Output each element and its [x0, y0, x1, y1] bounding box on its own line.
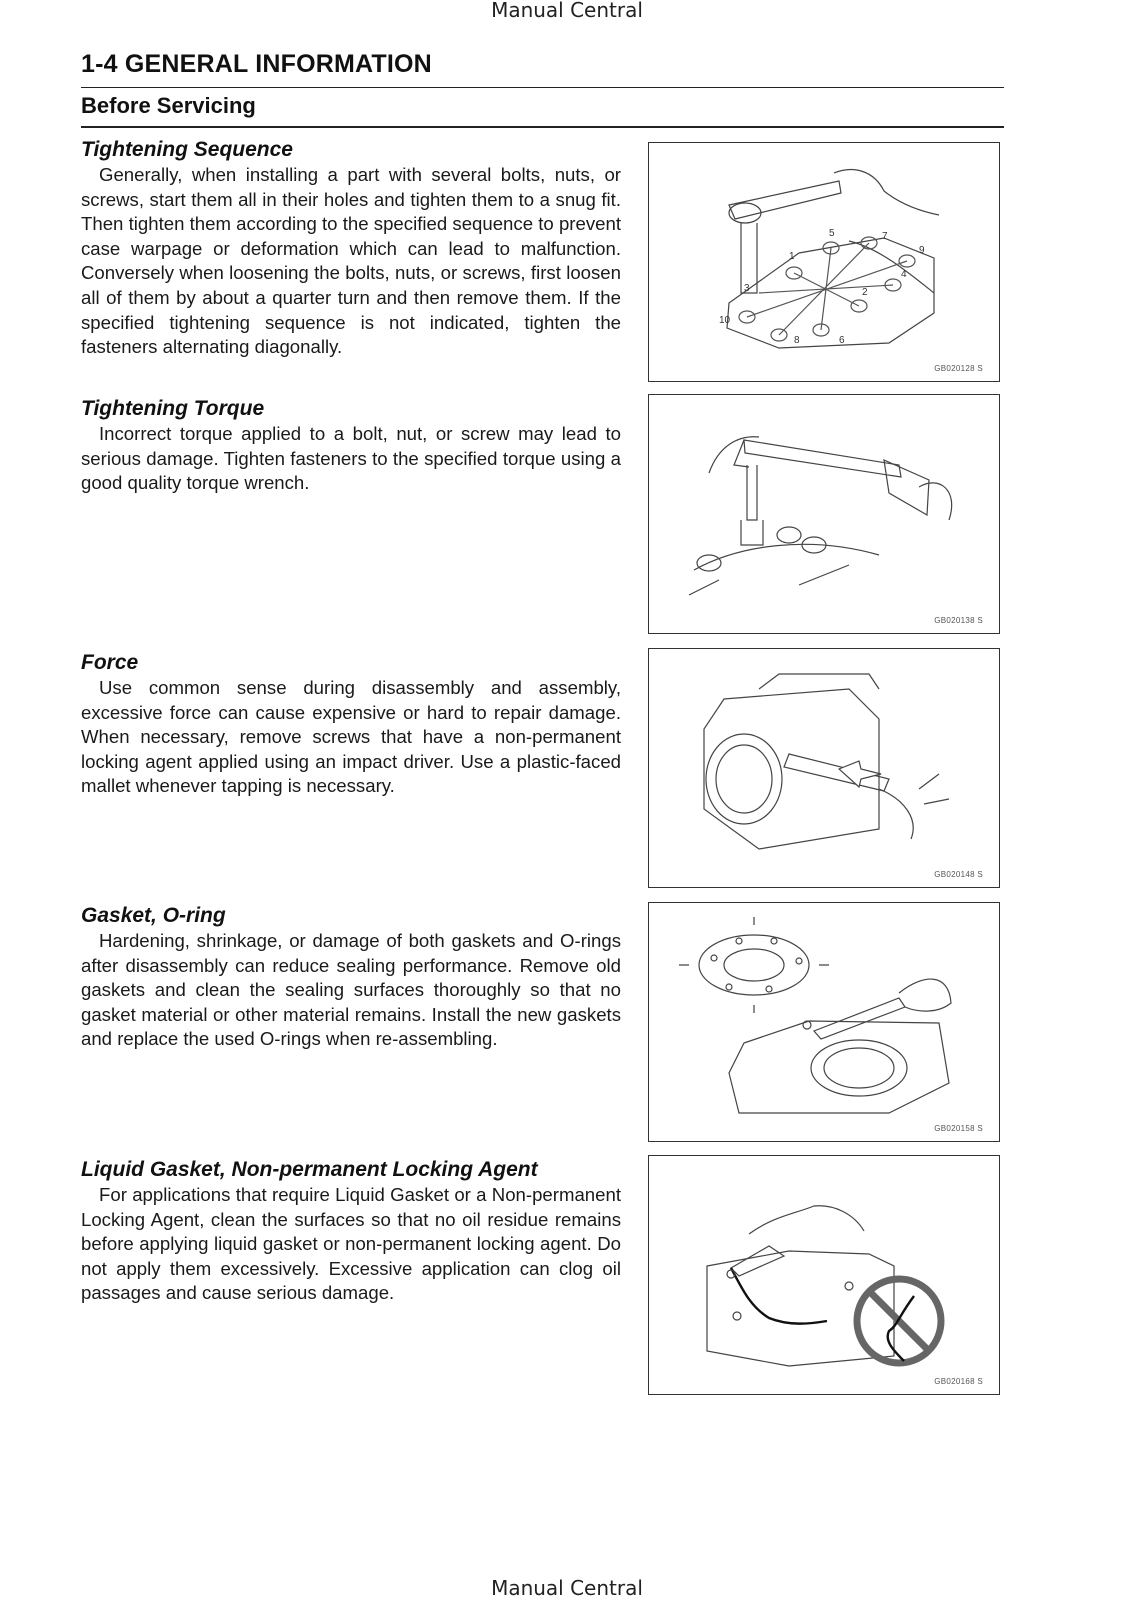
- liquid-gasket-application-icon: [649, 1156, 1001, 1396]
- block-body: Use common sense during disassembly and assembly, excessive force can cause expensive or hard to repair damage. When necessary, remove screws that have a non-permanent locking agent applied using an impact driver. Use a plastic-faced mallet whenever tapping is necessary.: [81, 677, 621, 797]
- section-liquid-gasket: [81, 1157, 621, 1306]
- svg-text:7: 7: [882, 231, 888, 242]
- svg-text:8: 8: [794, 335, 800, 346]
- chapter-title: 1-4 GENERAL INFORMATION: [81, 50, 432, 78]
- figure-code: GB020138 S: [934, 616, 983, 625]
- block-heading: Liquid Gasket, Non-permanent Locking Agent: [81, 1158, 538, 1181]
- svg-text:4: 4: [901, 269, 907, 280]
- figure-code: GB020128 S: [934, 364, 983, 373]
- svg-text:3: 3: [744, 283, 750, 294]
- block-body: Hardening, shrinkage, or damage of both gaskets and O-rings after disassembly can reduce sealing performance. Remove old gaskets and clean the sealing surfaces thoroughly so that no gasket material or other material remains. Install the new gaskets and replace the used O-rings when re-assembling.: [81, 930, 621, 1050]
- svg-text:6: 6: [839, 335, 845, 346]
- figure-gasket-o-ring: [648, 902, 1000, 1142]
- svg-text:9: 9: [919, 245, 925, 256]
- section-force: [81, 650, 621, 799]
- svg-text:5: 5: [829, 228, 835, 239]
- section-title: Before Servicing: [81, 93, 256, 118]
- gasket-scraping-icon: [649, 903, 1001, 1143]
- figure-code: GB020158 S: [934, 1124, 983, 1133]
- svg-text:2: 2: [862, 287, 868, 298]
- torque-wrench-icon: [649, 395, 1001, 635]
- impact-driver-icon: [649, 649, 1001, 889]
- divider: [81, 126, 1004, 128]
- figure-force: [648, 648, 1000, 888]
- figure-tightening-sequence: [648, 142, 1000, 382]
- watermark-bottom: Manual Central: [491, 1576, 643, 1600]
- block-heading: Force: [81, 651, 139, 674]
- section-tightening-torque: [81, 396, 621, 496]
- block-body: Incorrect torque applied to a bolt, nut, or screw may lead to serious damage. Tighten fasteners to the specified torque using a good quality torque wrench.: [81, 423, 621, 494]
- watermark-top: Manual Central: [491, 0, 643, 22]
- bolt-tightening-sequence-icon: [649, 143, 1001, 383]
- svg-text:10: 10: [719, 315, 731, 326]
- figure-tightening-torque: [648, 394, 1000, 634]
- figure-code: GB020168 S: [934, 1377, 983, 1386]
- section-tightening-sequence: [81, 137, 621, 360]
- divider: [81, 87, 1004, 88]
- figure-code: GB020148 S: [934, 870, 983, 879]
- block-body: Generally, when installing a part with several bolts, nuts, or screws, start them all in their holes and tighten them to a snug fit. Then tighten them according to the specified sequence to prevent case warpage or deformation which can lead to malfunction. Conversely when loosening the bolts, nuts, or screws, first loosen all of them by about a quarter turn and then remove them. If the specified tightening sequence is not indicated, tighten the fasteners alternating diagonally.: [81, 164, 621, 358]
- block-heading: Tightening Sequence: [81, 138, 293, 161]
- block-body: For applications that require Liquid Gasket or a Non-permanent Locking Agent, clean the surfaces so that no oil residue remains before applying liquid gasket or non-permanent locking agent. Do not apply them excessively. Excessive application can clog oil passages and cause serious damage.: [81, 1184, 621, 1304]
- svg-text:1: 1: [789, 251, 795, 262]
- section-gasket-o-ring: [81, 903, 621, 1052]
- block-heading: Tightening Torque: [81, 397, 265, 420]
- figure-liquid-gasket: [648, 1155, 1000, 1395]
- block-heading: Gasket, O-ring: [81, 904, 226, 927]
